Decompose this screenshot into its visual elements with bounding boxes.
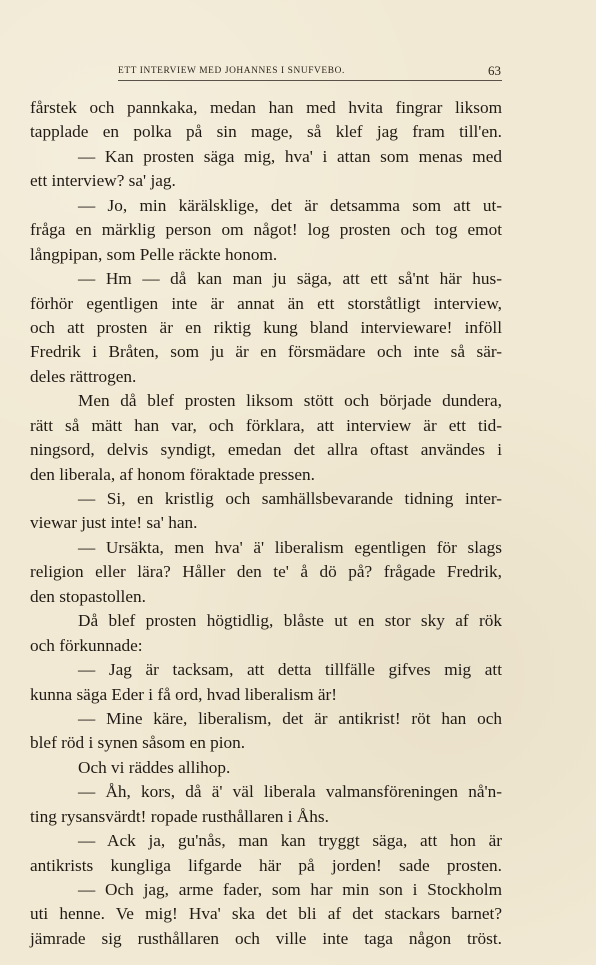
text-line: jämrade sig rusthållaren och ville inte taga någon tröst. xyxy=(30,928,502,948)
body-text xyxy=(30,96,502,951)
text-line: fårstek och pannkaka, medan han med hvita fingrar liksom xyxy=(30,98,502,117)
text-line: och att prosten är en riktig kung bland intervieware! inföll xyxy=(30,317,502,337)
text-line: långpipan, som Pelle räckte honom. xyxy=(30,244,278,264)
text-line: — Ack ja, gu'nås, man kan tryggt säga, att hon är xyxy=(78,831,502,851)
text-line: — Mine käre, liberalism, det är antikrist! röt han och xyxy=(78,708,502,728)
text-line: och förkunnade: xyxy=(30,635,143,655)
page-number: 63 xyxy=(488,63,501,78)
text-line: uti henne. Ve mig! Hva' ska det bli af det stackars barnet? xyxy=(30,904,502,924)
text-line: Men då blef prosten liksom stött och började dundera, xyxy=(78,391,502,411)
text-line: antikrists kungliga lifgarde här på jorden! sade prosten. xyxy=(30,855,502,875)
text-line: ett interview? sa' jag. xyxy=(30,171,176,191)
text-line: — Åh, kors, då ä' väl liberala valmansföreningen nå'n- xyxy=(78,782,502,802)
text-line: viewar just inte! sa' han. xyxy=(30,513,198,533)
text-line: — Si, en kristlig och samhällsbevarande tidning inter- xyxy=(78,489,502,508)
text-line: rätt så mätt han var, och förklara, att interview är ett tid- xyxy=(30,415,502,435)
text-line: Och vi räddes allihop. xyxy=(78,757,231,777)
text-line: — Jag är tacksam, att detta tillfälle gifves mig att xyxy=(78,660,502,680)
text-line: Fredrik i Bråten, som ju är en försmädare och inte så sär- xyxy=(30,342,502,362)
text-line: — Kan prosten säga mig, hva' i attan som menas med xyxy=(78,146,502,166)
text-line: — Jo, min kärälsklige, det är detsamma som att ut- xyxy=(78,195,502,215)
text-line: ting rysansvärdt! ropade rusthållaren i Åhs. xyxy=(30,806,329,826)
text-line: — Hm — då kan man ju säga, att ett så'nt här hus- xyxy=(78,269,502,289)
text-line: blef röd i synen såsom en pion. xyxy=(30,733,246,753)
text-line: tapplade en polka på sin mage, så klef jag fram till'en. xyxy=(30,122,502,142)
text-line: den stopastollen. xyxy=(30,586,146,606)
text-line: Då blef prosten högtidlig, blåste ut en stor sky af rök xyxy=(78,611,502,631)
running-head: ETT INTERVIEW MED JOHANNES I SNUFVEBO. xyxy=(118,66,345,76)
text-line: — Ursäkta, men hva' ä' liberalism egentligen för slags xyxy=(78,537,502,557)
header-rule xyxy=(118,80,502,81)
text-line: — Och jag, arme fader, som har min son i Stockholm xyxy=(78,880,502,899)
text-line: kunna säga Eder i få ord, hvad liberalism är! xyxy=(30,684,338,704)
text-line: deles rättrogen. xyxy=(30,366,137,386)
text-line: ningsord, delvis syndigt, emedan det allra oftast användes i xyxy=(30,440,502,460)
text-line: religion eller lära? Håller den te' å dö på? frågade Fredrik, xyxy=(30,562,502,582)
text-line: förhör egentligen inte är annat än ett storståtligt interview, xyxy=(30,293,502,313)
text-line: den liberala, af honom föraktade pressen. xyxy=(30,464,315,484)
text-line: fråga en märklig person om något! log prosten och tog emot xyxy=(30,220,502,240)
